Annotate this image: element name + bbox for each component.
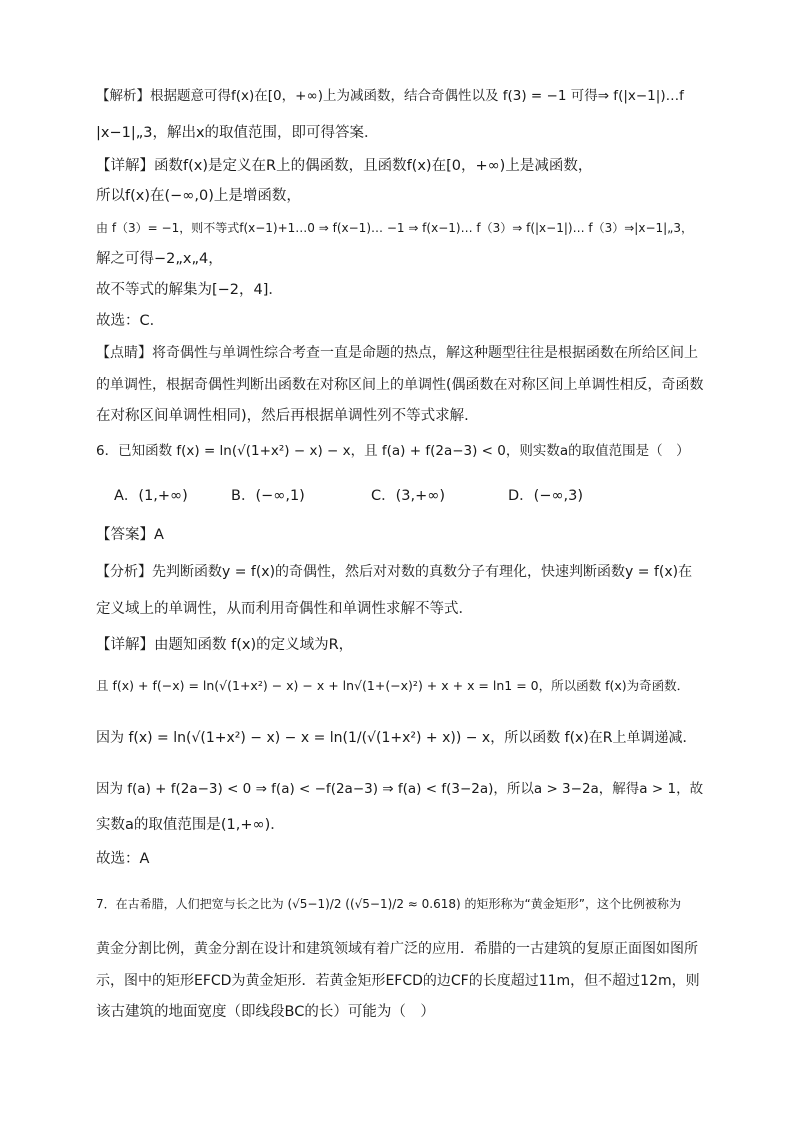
text-line: 【解析】根据题意可得f(x)在[0，+∞)上为减函数，结合奇偶性以及 f(3) = −1 可得⇒ f(|x−1|)…f (96, 88, 684, 104)
text-line: 故不等式的解集为[−2，4]． (96, 282, 283, 298)
text-line: 由 f（3）= −1，则不等式f(x−1)+1…0 ⇒ f(x−1)… −1 ⇒ f(x−1)… f（3）⇒ f(|x−1|)… f（3）⇒|x−1|„3， (96, 221, 694, 235)
option-b: B．(−∞,1) (231, 488, 305, 504)
text-line: 因为 f(x) = ln(√(1+x²) − x) − x = ln(1/(√(1+x²) + x)) − x，所以函数 f(x)在R上单调递减． (96, 730, 697, 746)
text-line: 在对称区间单调性相同)，然后再根据单调性列不等式求解. (96, 408, 469, 424)
text-line: 【分析】先判断函数y = f(x)的奇偶性，然后对对数的真数分子有理化，快速判断函数y = f(x)在 (96, 564, 693, 580)
option-d: D．(−∞,3) (508, 488, 584, 504)
text-line: 所以f(x)在(−∞,0)上是增函数， (96, 188, 301, 204)
text-line: 实数a的取值范围是(1,+∞)． (96, 817, 285, 833)
option-a: A．(1,+∞) (114, 488, 188, 504)
question-7-stem: 7．在古希腊，人们把宽与长之比为 (√5−1)/2 ((√5−1)/2 ≈ 0.618) 的矩形称为“黄金矩形”，这个比例被称为 (96, 897, 681, 911)
text-line: 因为 f(a) + f(2a−3) < 0 ⇒ f(a) < −f(2a−3) ⇒ f(a) < f(3−2a)，所以a > 3−2a，解得a > 1，故 (96, 781, 704, 797)
question-6-stem: 6．已知函数 f(x) = ln(√(1+x²) − x) − x，且 f(a) + f(2a−3) < 0，则实数a的取值范围是（ ） (96, 443, 690, 459)
answer-label: 【答案】A (96, 527, 164, 543)
option-c: C．(3,+∞) (371, 488, 446, 504)
text-line: |x−1|„3，解出x的取值范围，即可得答案． (96, 125, 379, 141)
text-line: 故选：A (96, 851, 150, 867)
text-line: 且 f(x) + f(−x) = ln(√(1+x²) − x) − x + ln√(1+(−x)²) + x + x = ln1 = 0，所以函数 f(x)为奇函数． (96, 678, 690, 693)
text-line: 【详解】由题知函数 f(x)的定义域为R， (96, 637, 354, 653)
text-line: 【点睛】将奇偶性与单调性综合考查一直是命题的热点，解这种题型往往是根据函数在所给区间上 (96, 345, 698, 361)
text-line: 黄金分割比例，黄金分割在设计和建筑领域有着广泛的应用．希腊的一古建筑的复原正面图如图所 (96, 941, 698, 957)
text-line: 示，图中的矩形EFCD为黄金矩形．若黄金矩形EFCD的边CF的长度超过11m，但不超过12m，则 (96, 973, 700, 989)
text-line: 定义域上的单调性，从而利用奇偶性和单调性求解不等式． (96, 601, 473, 617)
text-line: 该古建筑的地面宽度（即线段BC的长）可能为（ ） (96, 1004, 435, 1020)
text-line: 解之可得−2„x„4， (96, 251, 223, 267)
text-line: 的单调性，根据奇偶性判断出函数在对称区间上的单调性(偶函数在对称区间上单调性相反，奇函数 (96, 377, 704, 393)
text-line: 故选：C． (96, 313, 165, 329)
text-line: 【详解】函数f(x)是定义在R上的偶函数，且函数f(x)在[0，+∞)上是减函数， (96, 158, 593, 174)
